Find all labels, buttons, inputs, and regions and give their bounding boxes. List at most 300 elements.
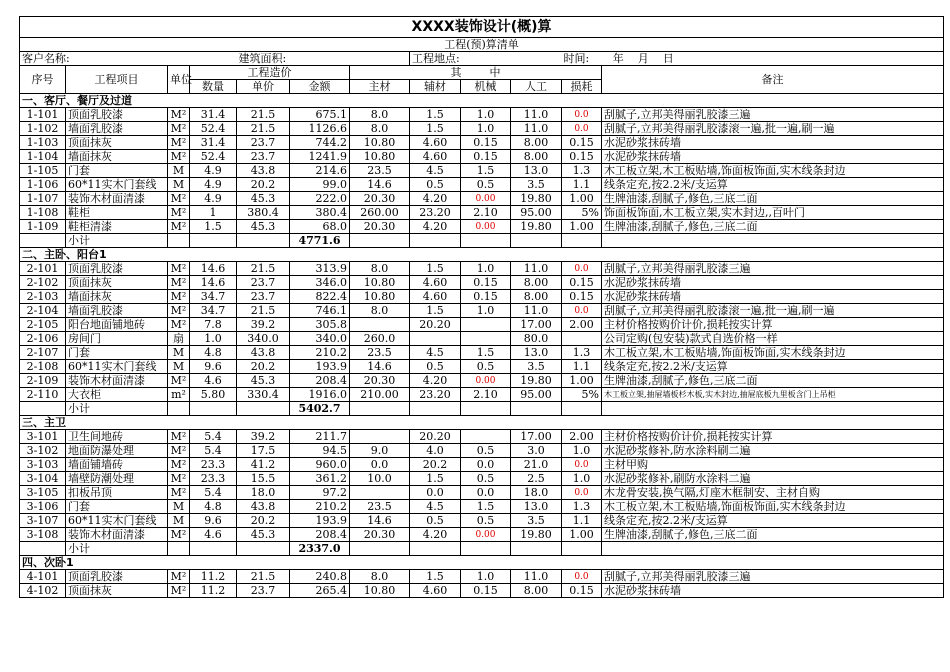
section-header-row — [20, 416, 944, 430]
cell-price: 380.4 — [237, 206, 290, 220]
cell-main: 20.30 — [350, 374, 410, 388]
table-row — [20, 178, 944, 192]
cell-unit: M² — [168, 570, 190, 584]
table-row — [20, 276, 944, 290]
cell-aux: 0.5 — [410, 360, 461, 374]
cell-labor: 13.0 — [511, 346, 562, 360]
header-price: 单价 — [237, 80, 290, 94]
table-row — [20, 206, 944, 220]
cell-qty: 4.9 — [190, 178, 237, 192]
cell-loss: 1.3 — [562, 164, 602, 178]
cell-labor: 11.0 — [511, 570, 562, 584]
cell-seq: 1-106 — [20, 178, 66, 192]
cell-qty: 1 — [190, 206, 237, 220]
cell-loss: 0.0 — [562, 122, 602, 136]
table-row — [20, 570, 944, 584]
info-row — [20, 52, 944, 66]
cell-remark: 主材甲购 — [602, 458, 944, 472]
cell-qty: 5.4 — [190, 486, 237, 500]
empty-cell — [410, 234, 461, 248]
cell-unit: M² — [168, 458, 190, 472]
cell-qty: 9.6 — [190, 514, 237, 528]
cell-seq: 2-105 — [20, 318, 66, 332]
cell-qty: 34.7 — [190, 304, 237, 318]
cell-seq: 1-101 — [20, 108, 66, 122]
cell-machine: 1.5 — [461, 346, 511, 360]
cell-labor: 95.00 — [511, 206, 562, 220]
cell-unit: M² — [168, 136, 190, 150]
table-row — [20, 122, 944, 136]
table-row — [20, 262, 944, 276]
section-title: 二、主卧、阳台1 — [20, 248, 944, 262]
cell-remark: 生牌油漆,刮腻子,修色,三底二面 — [602, 192, 944, 206]
cell-labor: 19.80 — [511, 220, 562, 234]
cell-loss: 2.00 — [562, 430, 602, 444]
cell-remark: 水泥砂浆抹砖墙 — [602, 290, 944, 304]
cell-loss: 1.3 — [562, 500, 602, 514]
budget-table — [19, 16, 944, 598]
cell-machine: 0.15 — [461, 290, 511, 304]
cell-price: 21.5 — [237, 570, 290, 584]
cell-loss: 1.1 — [562, 360, 602, 374]
cell-price: 21.5 — [237, 108, 290, 122]
cell-price: 39.2 — [237, 318, 290, 332]
cell-remark: 木工板立架,抽屉墙板杉木板,实木封边,抽屉底板九里板含门上吊柜 — [602, 388, 944, 402]
cell-labor: 11.0 — [511, 304, 562, 318]
cell-aux: 4.60 — [410, 290, 461, 304]
table-row — [20, 346, 944, 360]
cell-qty: 1.0 — [190, 332, 237, 346]
header-row-1 — [20, 66, 944, 80]
table-row — [20, 388, 944, 402]
cell-item: 装饰木材面清漆 — [66, 374, 168, 388]
cell-amount: 822.4 — [290, 290, 350, 304]
cell-main: 10.80 — [350, 290, 410, 304]
cell-amount: 313.9 — [290, 262, 350, 276]
cell-unit: M — [168, 500, 190, 514]
cell-remark: 刮腻子,立邦美得丽乳胶漆三遍 — [602, 262, 944, 276]
cell-labor: 80.0 — [511, 332, 562, 346]
cell-labor: 19.80 — [511, 374, 562, 388]
cell-remark: 水泥砂浆抹砖墙 — [602, 150, 944, 164]
table-row — [20, 584, 944, 598]
empty-cell — [602, 234, 944, 248]
table-row — [20, 136, 944, 150]
table-row — [20, 220, 944, 234]
empty-cell — [511, 402, 562, 416]
cell-item: 顶面抹灰 — [66, 584, 168, 598]
cell-qty: 52.4 — [190, 150, 237, 164]
cell-loss: 0.15 — [562, 136, 602, 150]
cell-item: 顶面乳胶漆 — [66, 570, 168, 584]
cell-price: 45.3 — [237, 528, 290, 542]
table-row — [20, 430, 944, 444]
cell-item: 60*11实木门套线 — [66, 360, 168, 374]
cell-seq: 2-106 — [20, 332, 66, 346]
cell-labor: 8.00 — [511, 276, 562, 290]
cell-remark: 刮腻子,立邦美得丽乳胶漆三遍 — [602, 108, 944, 122]
table-row — [20, 304, 944, 318]
cell-item: 门套 — [66, 164, 168, 178]
cell-machine: 0.5 — [461, 360, 511, 374]
cell-amount: 1126.6 — [290, 122, 350, 136]
cell-price: 21.5 — [237, 304, 290, 318]
empty-cell — [562, 542, 602, 556]
cell-aux: 1.5 — [410, 122, 461, 136]
cell-labor: 95.00 — [511, 388, 562, 402]
cell-qty: 14.6 — [190, 276, 237, 290]
cell-amount: 675.1 — [290, 108, 350, 122]
cell-main: 9.0 — [350, 444, 410, 458]
cell-qty: 5.4 — [190, 444, 237, 458]
cell-loss: 2.00 — [562, 318, 602, 332]
cell-price: 15.5 — [237, 472, 290, 486]
cell-remark: 线条定充,按2.2米/支运算 — [602, 178, 944, 192]
cell-item: 鞋柜清漆 — [66, 220, 168, 234]
empty-cell — [190, 542, 237, 556]
cell-main: 23.5 — [350, 346, 410, 360]
cell-seq: 3-105 — [20, 486, 66, 500]
section-header-row — [20, 94, 944, 108]
cell-qty: 4.8 — [190, 346, 237, 360]
cell-remark: 木工板立架,木工板贴墙,饰面板饰面,实木线条封边 — [602, 500, 944, 514]
cell-item: 顶面乳胶漆 — [66, 262, 168, 276]
location-label: 工程地点: — [410, 52, 562, 66]
cell-seq: 2-103 — [20, 290, 66, 304]
cell-remark: 线条定充,按2.2米/支运算 — [602, 514, 944, 528]
cell-main: 20.30 — [350, 220, 410, 234]
cell-item: 顶面抹灰 — [66, 276, 168, 290]
header-main: 主材 — [350, 80, 410, 94]
table-row — [20, 108, 944, 122]
cell-aux — [410, 332, 461, 346]
table-row — [20, 318, 944, 332]
cell-price: 43.8 — [237, 164, 290, 178]
cell-machine: 1.0 — [461, 122, 511, 136]
header-item: 工程项目 — [66, 66, 168, 94]
cell-loss: 1.1 — [562, 514, 602, 528]
cell-amount: 1241.9 — [290, 150, 350, 164]
cell-loss: 1.0 — [562, 472, 602, 486]
cell-main: 260.0 — [350, 332, 410, 346]
cell-loss: 0.0 — [562, 570, 602, 584]
cell-aux: 20.20 — [410, 318, 461, 332]
cell-main: 20.30 — [350, 192, 410, 206]
header-unit: 单位 — [168, 66, 190, 94]
cell-amount: 214.6 — [290, 164, 350, 178]
time-value: 年 月 日 — [612, 51, 674, 65]
cell-item: 墙面抹灰 — [66, 290, 168, 304]
cell-main: 14.6 — [350, 514, 410, 528]
cell-item: 装饰木材面清漆 — [66, 528, 168, 542]
cell-item: 房间门 — [66, 332, 168, 346]
cell-labor: 11.0 — [511, 108, 562, 122]
cell-aux: 4.5 — [410, 164, 461, 178]
cell-price: 18.0 — [237, 486, 290, 500]
cell-amount: 210.2 — [290, 346, 350, 360]
cell-loss: 0.15 — [562, 290, 602, 304]
cell-seq: 1-105 — [20, 164, 66, 178]
cell-machine: 0.15 — [461, 584, 511, 598]
cell-unit: M² — [168, 276, 190, 290]
table-row — [20, 472, 944, 486]
table-row — [20, 500, 944, 514]
cell-machine: 0.5 — [461, 444, 511, 458]
subtotal-label: 小计 — [66, 234, 168, 248]
cell-loss — [562, 332, 602, 346]
empty-cell — [350, 402, 410, 416]
subtotal-value: 2337.0 — [290, 542, 350, 556]
cell-qty: 4.9 — [190, 164, 237, 178]
cell-amount: 744.2 — [290, 136, 350, 150]
cell-price: 41.2 — [237, 458, 290, 472]
cell-machine — [461, 318, 511, 332]
cell-seq: 1-104 — [20, 150, 66, 164]
cell-labor: 3.5 — [511, 360, 562, 374]
cell-amount: 222.0 — [290, 192, 350, 206]
cell-labor: 19.80 — [511, 528, 562, 542]
header-amount: 金额 — [290, 80, 350, 94]
cell-remark: 刮腻子,立邦美得丽乳胶漆三遍 — [602, 570, 944, 584]
cell-machine: 1.0 — [461, 570, 511, 584]
cell-unit: M² — [168, 192, 190, 206]
cell-remark: 水泥砂浆抹砖墙 — [602, 276, 944, 290]
cell-aux: 4.5 — [410, 346, 461, 360]
cell-main: 23.5 — [350, 500, 410, 514]
cell-remark: 水泥砂浆抹砖墙 — [602, 136, 944, 150]
cell-price: 20.2 — [237, 514, 290, 528]
cell-machine: 0.00 — [461, 528, 511, 542]
cell-loss: 0.0 — [562, 486, 602, 500]
cell-seq: 1-109 — [20, 220, 66, 234]
cell-seq: 3-104 — [20, 472, 66, 486]
cell-qty: 31.4 — [190, 108, 237, 122]
cell-main: 10.0 — [350, 472, 410, 486]
header-machine: 机械 — [461, 80, 511, 94]
cell-seq: 1-103 — [20, 136, 66, 150]
cell-price: 23.7 — [237, 276, 290, 290]
cell-machine: 0.15 — [461, 150, 511, 164]
cell-machine: 0.5 — [461, 178, 511, 192]
empty-cell — [168, 402, 190, 416]
cell-labor: 17.00 — [511, 430, 562, 444]
cell-labor: 13.0 — [511, 500, 562, 514]
cell-item: 门套 — [66, 346, 168, 360]
cell-item: 60*11实木门套线 — [66, 178, 168, 192]
cell-item: 墙面乳胶漆 — [66, 122, 168, 136]
header-aux: 辅材 — [410, 80, 461, 94]
cell-labor: 21.0 — [511, 458, 562, 472]
cell-amount: 960.0 — [290, 458, 350, 472]
cell-machine — [461, 332, 511, 346]
cell-remark: 木工板立架,木工板贴墙,饰面板饰面,实木线条封边 — [602, 346, 944, 360]
empty-cell — [562, 234, 602, 248]
client-label: 客户名称: — [20, 52, 237, 66]
cell-machine — [461, 430, 511, 444]
cell-amount: 1916.0 — [290, 388, 350, 402]
cell-qty: 14.6 — [190, 262, 237, 276]
cell-unit: M² — [168, 472, 190, 486]
header-qty: 数量 — [190, 80, 237, 94]
cell-loss: 1.3 — [562, 346, 602, 360]
cell-loss: 0.15 — [562, 150, 602, 164]
cell-unit: M² — [168, 262, 190, 276]
cell-aux: 23.20 — [410, 206, 461, 220]
cell-unit: M² — [168, 304, 190, 318]
page-subtitle: 工程(预)算清单 — [20, 38, 944, 52]
cell-unit: M² — [168, 150, 190, 164]
cell-main: 8.0 — [350, 570, 410, 584]
cell-seq: 1-107 — [20, 192, 66, 206]
section-header-row — [20, 556, 944, 570]
empty-cell — [237, 402, 290, 416]
cell-seq: 4-101 — [20, 570, 66, 584]
cell-amount: 208.4 — [290, 528, 350, 542]
cell-labor: 3.0 — [511, 444, 562, 458]
cell-remark: 木龙骨安装,换气隔,灯座木框制安、主材自购 — [602, 486, 944, 500]
subtotal-value: 4771.6 — [290, 234, 350, 248]
cell-price: 23.7 — [237, 150, 290, 164]
subtotal-row — [20, 234, 944, 248]
empty-cell — [20, 542, 66, 556]
empty-cell — [190, 234, 237, 248]
cell-loss: 1.00 — [562, 192, 602, 206]
empty-cell — [168, 542, 190, 556]
cell-qty: 7.8 — [190, 318, 237, 332]
cell-loss: 0.0 — [562, 458, 602, 472]
cell-qty: 4.6 — [190, 374, 237, 388]
cell-item: 墙面抹灰 — [66, 150, 168, 164]
cell-item: 卫生间地砖 — [66, 430, 168, 444]
section-title: 一、客厅、餐厅及过道 — [20, 94, 944, 108]
cell-aux: 4.20 — [410, 528, 461, 542]
cell-labor: 11.0 — [511, 262, 562, 276]
cell-unit: M — [168, 514, 190, 528]
cell-seq: 3-102 — [20, 444, 66, 458]
cell-machine: 0.5 — [461, 472, 511, 486]
cell-unit: M² — [168, 430, 190, 444]
cell-qty: 23.3 — [190, 458, 237, 472]
cell-amount: 193.9 — [290, 360, 350, 374]
cell-remark: 水泥砂浆修补,防水涂料刷二遍 — [602, 444, 944, 458]
subtotal-row — [20, 402, 944, 416]
cell-amount: 208.4 — [290, 374, 350, 388]
header-cost-group: 工程造价 — [190, 66, 350, 80]
cell-item: 门套 — [66, 500, 168, 514]
cell-labor: 3.5 — [511, 514, 562, 528]
cell-loss: 0.0 — [562, 108, 602, 122]
cell-amount: 97.2 — [290, 486, 350, 500]
cell-price: 23.7 — [237, 290, 290, 304]
cell-seq: 2-110 — [20, 388, 66, 402]
cell-price: 20.2 — [237, 178, 290, 192]
cell-unit: M² — [168, 108, 190, 122]
empty-cell — [562, 402, 602, 416]
cell-main: 20.30 — [350, 528, 410, 542]
cell-price: 20.2 — [237, 360, 290, 374]
empty-cell — [168, 234, 190, 248]
header-loss: 损耗 — [562, 80, 602, 94]
cell-item: 墙面乳胶漆 — [66, 304, 168, 318]
cell-aux: 4.20 — [410, 220, 461, 234]
cell-labor: 19.80 — [511, 192, 562, 206]
cell-qty: 34.7 — [190, 290, 237, 304]
cell-machine: 1.0 — [461, 304, 511, 318]
table-row — [20, 360, 944, 374]
table-row — [20, 458, 944, 472]
cell-item: 鞋柜 — [66, 206, 168, 220]
section-title: 四、次卧1 — [20, 556, 944, 570]
empty-cell — [461, 402, 511, 416]
cell-unit: M² — [168, 220, 190, 234]
cell-qty: 4.9 — [190, 192, 237, 206]
cell-main: 8.0 — [350, 122, 410, 136]
cell-qty: 4.6 — [190, 528, 237, 542]
cell-remark: 木工板立架,木工板贴墙,饰面板饰面,实木线条封边 — [602, 164, 944, 178]
cell-item: 墙面铺墙砖 — [66, 458, 168, 472]
table-row — [20, 332, 944, 346]
cell-main: 23.5 — [350, 164, 410, 178]
cell-amount: 746.1 — [290, 304, 350, 318]
empty-cell — [410, 542, 461, 556]
cell-remark: 线条定充,按2.2米/支运算 — [602, 360, 944, 374]
empty-cell — [410, 402, 461, 416]
cell-aux: 0.5 — [410, 514, 461, 528]
cell-labor: 8.00 — [511, 150, 562, 164]
cell-price: 21.5 — [237, 122, 290, 136]
cell-price: 21.5 — [237, 262, 290, 276]
cell-amount: 380.4 — [290, 206, 350, 220]
cell-unit: M² — [168, 318, 190, 332]
cell-unit: M — [168, 346, 190, 360]
table-row — [20, 290, 944, 304]
cell-unit: M² — [168, 374, 190, 388]
cell-main: 210.00 — [350, 388, 410, 402]
cell-labor: 2.5 — [511, 472, 562, 486]
cell-aux: 4.60 — [410, 136, 461, 150]
cell-remark: 主材价格按购价计价,损耗按实计算 — [602, 318, 944, 332]
cell-seq: 2-101 — [20, 262, 66, 276]
cell-amount: 346.0 — [290, 276, 350, 290]
cell-loss: 1.1 — [562, 178, 602, 192]
cell-machine: 0.0 — [461, 458, 511, 472]
cell-price: 45.3 — [237, 374, 290, 388]
cell-qty: 52.4 — [190, 122, 237, 136]
cell-seq: 3-107 — [20, 514, 66, 528]
cell-remark: 水泥砂浆修补,刷防水涂料二遍 — [602, 472, 944, 486]
cell-price: 43.8 — [237, 500, 290, 514]
section-title: 三、主卫 — [20, 416, 944, 430]
cell-aux: 4.60 — [410, 584, 461, 598]
table-row — [20, 528, 944, 542]
cell-qty: 11.2 — [190, 584, 237, 598]
cell-machine: 0.0 — [461, 486, 511, 500]
cell-item: 60*11实木门套线 — [66, 514, 168, 528]
cell-loss: 1.00 — [562, 220, 602, 234]
cell-qty: 23.3 — [190, 472, 237, 486]
cell-main — [350, 318, 410, 332]
cell-labor: 13.0 — [511, 164, 562, 178]
cell-qty: 9.6 — [190, 360, 237, 374]
cell-seq: 3-101 — [20, 430, 66, 444]
cell-qty: 5.80 — [190, 388, 237, 402]
cell-main: 260.00 — [350, 206, 410, 220]
cell-remark: 刮腻子,立邦美得丽乳胶漆滚一遍,批一遍,刷一遍 — [602, 304, 944, 318]
cell-main: 10.80 — [350, 150, 410, 164]
cell-labor: 18.0 — [511, 486, 562, 500]
cell-seq: 3-103 — [20, 458, 66, 472]
cell-price: 23.7 — [237, 584, 290, 598]
